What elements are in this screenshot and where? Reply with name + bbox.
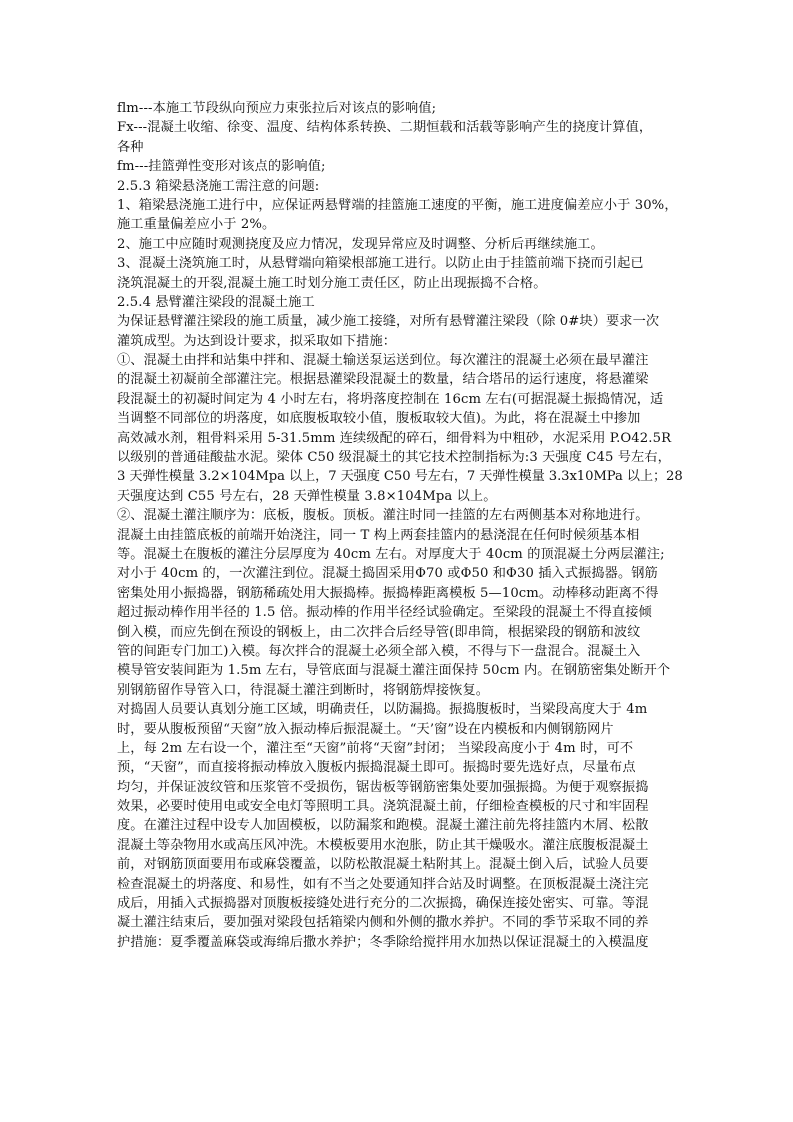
text-line: 倒入模，而应先倒在预设的钢板上，由二次拌合后经导管(即串筒，根据梁段的钢筋和波纹 [117,624,641,640]
text-line: 模导管安装间距为 1.5m 左右，导管底面与混凝土灌注面保持 50cm 内。在钢筋密集处断开个 [117,663,671,679]
text-line: 灌筑成型。为达到设计要求，拟采取如下措施： [117,333,397,349]
text-line: 2、施工中应随时观测挠度及应力情况，发现异常应及时调整、分析后再继续施工。 [117,236,604,252]
text-line: flm---本施工节段纵向预应力束张拉后对该点的影响值; [117,101,437,116]
text-line: 对小于 40cm 的，一次灌注到位。混凝土捣固采用Φ70 或Φ50 和Φ30 插入式振捣器。钢筋 [117,566,658,582]
text-line: Fx---混凝土收缩、徐变、温度、结构体系转换、二期恒载和活载等影响产生的挠度计算值， [117,120,653,136]
text-line: 度。在灌注过程中设专人加固模板，以防漏浆和跑模。混凝土灌注前先将挂篮内木屑、松散 [117,818,649,834]
text-line: 3、混凝土浇筑施工时，从悬臂端向箱梁根部施工进行。以防止由于挂篮前端下挠而引起已 [117,256,644,272]
text-line: 对捣固人员要认真划分施工区域，明确责任，以防漏捣。振捣腹板时，当梁段高度大于 4m [117,702,648,718]
text-line: ①、混凝土由拌和站集中拌和、混凝土输送泵运送到位。每次灌注的混凝土必须在最早灌注 [117,353,649,369]
document-page [117,99,683,952]
text-line: 1、箱梁悬浇施工进行中，应保证两悬臂端的挂篮施工速度的平衡，施工进度偏差应小于 30%， [117,197,678,213]
text-line: 前，对钢筋顶面要用布或麻袋覆盖，以防松散混凝土粘附其上。混凝土倒入后，试验人员要 [117,857,649,873]
text-line: 段混凝土的初凝时间定为 4 小时左右，将坍落度控制在 16cm 左右(可据混凝土振捣情况，适 [117,391,664,407]
text-line: 混凝土由挂篮底板的前端开始浇注，同一 T 构上两套挂篮内的悬浇混在任何时候须基本相 [117,527,640,543]
text-line: 效果，必要时使用电或安全电灯等照明工具。浇筑混凝土前，仔细检查模板的尺寸和牢固程 [117,799,649,815]
text-line: 天强度达到 C55 号左右，28 天弹性模量 3.8×104Mpa 以上。 [117,488,497,504]
text-line: 预，“天窗”，而直接将振动棒放入腹板内振捣混凝土即可。振捣时要先选好点，尽量布点 [117,760,636,776]
text-line: 密集处用小振捣器，钢筋稀疏处用大振捣棒。振捣棒距离模板 5—10cm。动棒移动距离不得 [117,585,659,601]
text-line: 浇筑混凝土的开裂,混凝土施工时划分施工责任区，防止出现振捣不合格。 [117,275,547,291]
text-line: 各种 [117,139,144,155]
text-line: 以级别的普通硅酸盐水泥。梁体 C50 级混凝土的其它技术控制指标为:3 天强度 C45 号左右， [117,450,671,466]
text-line: 混凝土等杂物用水或高压风冲洗。木模板要用水泡胀，防止其干燥吸水。灌注底腹板混凝土 [117,837,649,853]
text-line: 2.5.3 箱梁悬浇施工需注意的问题: [117,178,320,194]
text-line: ②、混凝土灌注顺序为：底板，腹板。顶板。灌注时同一挂篮的左右两侧基本对称地进行。 [117,508,649,524]
text-line: 施工重量偏差应小于 2%。 [117,217,276,233]
text-line: 当调整不同部位的坍落度，如底腹板取较小值，腹板取较大值)。为此，将在混凝土中掺加 [117,411,641,427]
text-line: 均匀，并保证波纹管和压浆管不受损伤，锯齿板等钢筋密集处要加强振捣。为便于观察振捣 [117,779,649,795]
text-line: 别钢筋留作导管入口，待混凝土灌注到断时，将钢筋焊接恢复。 [117,682,490,698]
text-line: fm---挂篮弹性变形对该点的影响值; [117,159,326,175]
text-line: 等。混凝土在腹板的灌注分层厚度为 40cm 左右。对厚度大于 40cm 的顶混凝土分两层灌注; [117,546,665,562]
text-line: 为保证悬臂灌注梁段的施工质量，减少施工接缝，对所有悬臂灌注梁段（除 0#块）要求一次 [117,314,660,330]
text-line: 2.5.4 悬臂灌注梁段的混凝土施工 [117,294,315,310]
text-line: 上，每 2m 左右设一个，灌注至“天窗”前将“天窗”封闭； 当梁段高度小于 4m 时，可不 [117,740,634,756]
text-line: 时，要从腹板预留“天窗”放入振动棒后振混凝土。“天’窗”设在内模板和内侧钢筋网片 [117,721,614,737]
text-line: 高效减水剂，粗骨料采用 5-31.5mm 连续级配的碎石，细骨料为中粗砂，水泥采用 P.O42.5R [117,430,672,446]
text-line: 的混凝土初凝前全部灌注完。根据悬灌梁段混凝土的数量，结合塔吊的运行速度，将悬灌梁 [117,372,649,388]
text-line: 3 天弹性模量 3.2×104Mpa 以上，7 天强度 C50 号左右，7 天弹性模量 3.3x10MPa 以上；28 [117,469,683,485]
text-line: 成后，用插入式振捣器对顶腹板接缝处进行充分的二次振捣，确保连接处密实、可靠。等混 [117,896,649,912]
text-line: 超过振动棒作用半径的 1.5 倍。振动棒的作用半径经试验确定。至梁段的混凝土不得直接倾 [117,605,652,621]
text-line: 凝土灌注结束后，要加强对梁段包括箱梁内侧和外侧的撒水养护。不同的季节采取不同的养 [117,915,649,931]
text-line: 检查混凝土的坍落度、和易性，如有不当之处要通知拌合站及时调整。在顶板混凝土浇注完 [117,876,649,892]
text-line: 管的间距专门加工)入模。每次拌合的混凝土必须全部入模，不得与下一盘混合。混凝土入 [117,643,641,659]
text-line: 护措施：夏季覆盖麻袋或海绵后撒水养护；冬季除给搅拌用水加热以保证混凝土的入模温度 [117,934,649,950]
